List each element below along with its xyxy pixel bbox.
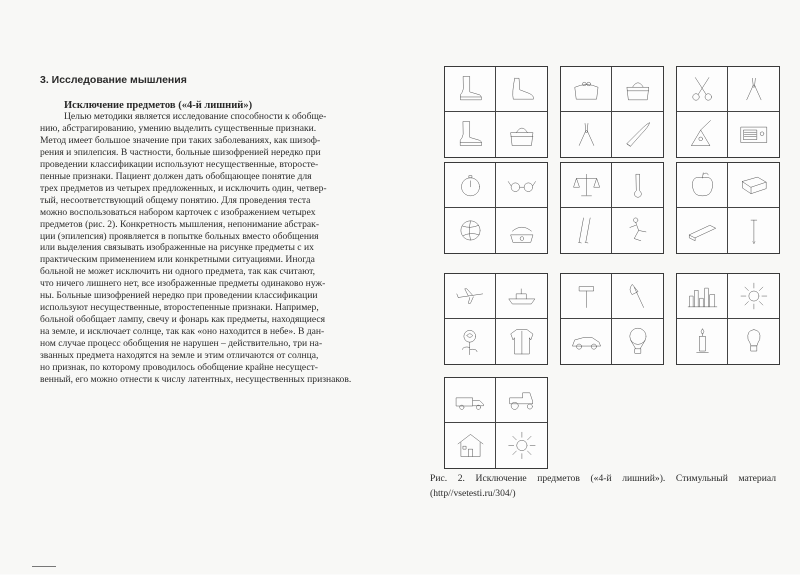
- stimulus-card: [560, 66, 664, 158]
- card-cell: [728, 163, 779, 208]
- card-cell: [445, 112, 496, 157]
- card-cell: [445, 319, 496, 364]
- card-cell: [677, 208, 728, 253]
- card-cell: [496, 274, 547, 319]
- card-cell: [445, 423, 496, 468]
- sun-icon: [733, 278, 775, 314]
- card-cell: [496, 67, 547, 112]
- card-cell: [496, 163, 547, 208]
- card-cell: [496, 378, 547, 423]
- stimulus-card: [560, 162, 664, 254]
- stimulus-card: [444, 66, 548, 158]
- card-cell: [561, 112, 612, 157]
- body-line: можно воспользоваться набором карточек с изображением четырех: [40, 206, 316, 218]
- body-line: проведении классификации используют несущественные, второсте-: [40, 158, 319, 170]
- sun-icon: [501, 427, 543, 464]
- stimulus-card: [444, 162, 548, 254]
- card-cell: [496, 319, 547, 364]
- phone-icon: [501, 212, 543, 249]
- card-cell: [728, 112, 779, 157]
- body-line: трех предметов из четырех предложенных, и исключить один, четвер-: [40, 182, 327, 194]
- body-line: или выделения связывать изображенные на рисунке предметы с их: [40, 242, 314, 254]
- card-cell: [728, 67, 779, 112]
- ship-icon: [501, 278, 543, 314]
- handbag-icon: [501, 116, 543, 153]
- card-cell: [445, 163, 496, 208]
- truck-icon: [450, 382, 491, 418]
- car-icon: [566, 323, 607, 360]
- section-title: 3. Исследование мышления: [40, 74, 187, 86]
- body-line: ции (эпилепсия) проявляется в попытке больных вместо обобщения: [40, 230, 319, 242]
- card-cell: [612, 208, 663, 253]
- card-cell: [677, 319, 728, 364]
- card-cell: [677, 163, 728, 208]
- boot-icon: [450, 116, 491, 153]
- card-cell: [561, 274, 612, 319]
- card-cell: [445, 274, 496, 319]
- subsection-heading: Исключение предметов («4-й лишний»): [64, 100, 253, 111]
- stimulus-card: [676, 162, 780, 254]
- card-cell: [612, 67, 663, 112]
- body-line: но признак, по которому проводилось обобщение крайне несущест-: [40, 362, 318, 374]
- stimulus-figure: [444, 66, 774, 468]
- body-line: больной обобщает лампу, свечу и фонарь как предметы, находящиеся: [40, 314, 326, 326]
- glasses-icon: [501, 167, 543, 203]
- body-paragraph: [40, 111, 378, 386]
- stimulus-card: [444, 273, 548, 365]
- thermometer-icon: [617, 167, 659, 203]
- body-line: пенные признаки. Пациент должен дать обобщающее понятие для: [40, 170, 312, 182]
- card-cell: [612, 319, 663, 364]
- handbag-icon: [617, 71, 659, 107]
- body-line: венный, его можно отнести к числу латентных, несущественных признаков.: [40, 373, 352, 385]
- body-line: званных предмета находятся на земле и этим отличаются от солнца,: [40, 350, 319, 362]
- card-cell: [445, 378, 496, 423]
- body-line: Целью методики является исследование способности к обобще-: [64, 111, 327, 122]
- card-cell: [677, 67, 728, 112]
- apple-icon: [682, 167, 723, 203]
- body-line: Метод имеет большое значение при таких заболеваниях, как шизоф-: [40, 134, 321, 146]
- body-line: ны. Больные шизофренией нередко при проведении классификации: [40, 290, 318, 302]
- card-cell: [677, 112, 728, 157]
- skater-icon: [617, 212, 659, 249]
- scissors-icon: [682, 71, 723, 107]
- foot-icon: [501, 71, 543, 107]
- pliers-icon: [733, 71, 775, 107]
- boot-icon: [450, 71, 491, 107]
- card-cell: [561, 67, 612, 112]
- balalaika-icon: [682, 116, 723, 153]
- body-line: ном случае процесс обобщения не нарушен – действительно, три на-: [40, 338, 323, 350]
- knife-icon: [617, 116, 659, 153]
- stimulus-card: [444, 377, 548, 469]
- card-cell: [445, 208, 496, 253]
- plank-icon: [682, 212, 723, 249]
- figure-caption: Рис. 2. Исключение предметов («4-й лишний»). Стимульный материал: [430, 473, 776, 484]
- purse-icon: [566, 71, 607, 107]
- skis-icon: [566, 212, 607, 249]
- figure-source-link: (http//vsetesti.ru/304/): [430, 488, 516, 499]
- card-cell: [561, 319, 612, 364]
- body-line: практическим применением или конкретными ситуациями. Иногда: [40, 254, 315, 266]
- card-cell: [728, 208, 779, 253]
- card-cell: [728, 319, 779, 364]
- card-cell: [561, 208, 612, 253]
- pliers-icon: [566, 116, 607, 153]
- stimulus-card: [676, 66, 780, 158]
- body-line: тый, несоответствующий общему понятию. Для проведения теста: [40, 194, 311, 206]
- card-cell: [496, 208, 547, 253]
- volleyball-icon: [450, 212, 491, 249]
- scales-icon: [566, 167, 607, 203]
- body-line: что ничего лишнего нет, все изображенные предметы одинаково нуж-: [40, 278, 326, 290]
- body-line: рения и эпилепсия. В частности, больные шизофренией нередко при: [40, 146, 321, 158]
- candle-icon: [682, 323, 723, 360]
- airplane-icon: [450, 278, 491, 314]
- rose-icon: [450, 323, 491, 360]
- book-icon: [733, 167, 775, 203]
- tractor-icon: [501, 382, 543, 418]
- body-line: больной не может исключить ни одного предмета, так как считают,: [40, 266, 316, 278]
- stimulus-card: [676, 273, 780, 365]
- house-icon: [450, 427, 491, 464]
- nail-icon: [733, 212, 775, 249]
- balloon-icon: [617, 323, 659, 360]
- card-cell: [612, 163, 663, 208]
- city-icon: [682, 278, 723, 314]
- card-cell: [728, 274, 779, 319]
- body-line: на земле, и исключает солнце, так как «оно находится в небе». В дан-: [40, 326, 325, 338]
- lamp-icon: [733, 323, 775, 360]
- coat-icon: [501, 323, 543, 360]
- card-cell: [496, 112, 547, 157]
- stimulus-card: [560, 273, 664, 365]
- card-cell: [612, 112, 663, 157]
- card-cell: [612, 274, 663, 319]
- body-line: нию, абстрагированию, умению выделить существенные признаки.: [40, 122, 317, 134]
- body-line: используют несущественные, второстепенные признаки. Например,: [40, 302, 319, 314]
- body-line: предметов (рис. 2). Конкретность мышления, непонимание абстрак-: [40, 218, 320, 230]
- hammer-icon: [566, 278, 607, 314]
- axe-icon: [617, 278, 659, 314]
- text-column: [40, 74, 378, 386]
- card-cell: [496, 423, 547, 468]
- stopwatch-icon: [450, 167, 491, 203]
- card-cell: [561, 163, 612, 208]
- radio-icon: [733, 116, 775, 153]
- card-cell: [445, 67, 496, 112]
- card-cell: [677, 274, 728, 319]
